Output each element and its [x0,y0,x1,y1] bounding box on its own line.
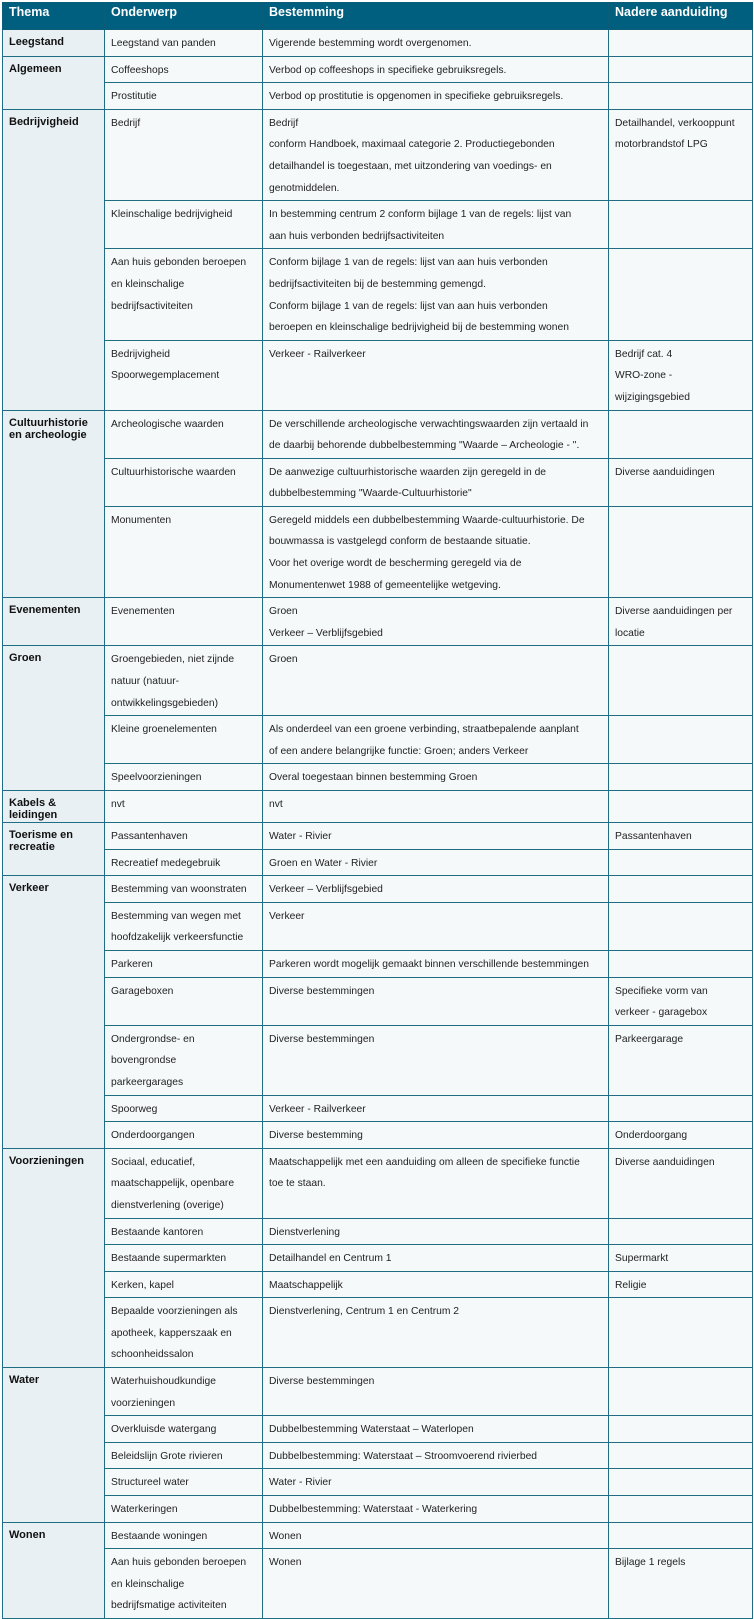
onderwerp-cell [105,1095,263,1122]
bestemming-cell [263,876,609,903]
cell-line: Wonen [269,1557,302,1569]
nadere-aanduiding-cell [609,249,753,340]
cell-line: Bestemming van wegen met [111,910,241,922]
cell-line: Aan huis gebonden beroepen [111,257,247,269]
cell-line: Religie [615,1279,647,1291]
onderwerp-cell [105,823,263,850]
bestemming-cell [263,1522,609,1549]
bestemming-cell [263,1368,609,1416]
onderwerp-cell [105,458,263,506]
cell-line: dienstverlening (overige) [111,1199,224,1211]
nadere-aanduiding-cell [609,1469,753,1496]
nadere-aanduiding-cell [609,1298,753,1368]
cell-line: Bedrijvigheid [111,348,170,360]
bestemming-cell [263,83,609,110]
cell-line: conform Handboek, maximaal categorie 2. Productiegebonden [269,139,555,151]
table-row [3,791,753,823]
cell-line: Diverse aanduidingen [615,466,715,478]
onderwerp-cell [105,1245,263,1272]
cell-line: dubbelbestemming "Waarde-Cultuurhistorie" [269,488,472,500]
cell-line: Kleinschalige bedrijvigheid [111,209,233,221]
nadere-aanduiding-cell [609,791,753,823]
cell-line: Bestaande kantoren [111,1226,204,1238]
onderwerp-cell [105,1442,263,1469]
cell-line: hoofdzakelijk verkeersfunctie [111,932,244,944]
cell-line: Dienstverlening, Centrum 1 en Centrum 2 [269,1306,460,1318]
table-row [3,849,753,876]
nadere-aanduiding-cell [609,876,753,903]
cell-line: bovengrondse [111,1055,177,1067]
cell-line: Diverse bestemming [269,1130,363,1142]
onderwerp-cell [105,109,263,200]
table-row [3,1416,753,1443]
cell-line: locatie [615,627,645,639]
cell-line: Cultuurhistorische waarden [111,466,236,478]
cell-line: Dubbelbestemming: Waterstaat – Stroomvoerend rivierbed [269,1450,538,1462]
table-row [3,340,753,410]
bestemming-cell [263,902,609,950]
nadere-aanduiding-cell [609,977,753,1025]
cell-line: Verbod op coffeeshops in specifieke gebruiksregels. [269,64,507,76]
cell-line: Verkeer [269,910,305,922]
cell-line: Conform bijlage 1 van de regels: lijst van aan huis verbonden [269,300,548,312]
nadere-aanduiding-cell [609,458,753,506]
cell-line: detailhandel is toegestaan, met uitzondering van voedings- en [269,160,552,172]
cell-line: Bepaalde voorzieningen als [111,1306,238,1318]
cell-line: voorzieningen [111,1397,176,1409]
cell-line: beroepen en kleinschalige bedrijvigheid bij de bestemming wonen [269,322,569,334]
cell-line: Evenementen [111,606,175,618]
bestemming-cell [263,1148,609,1218]
cell-line: Passantenhaven [111,831,188,842]
bestemming-cell [263,201,609,249]
cell-line: Groengebieden, niet zijnde [111,654,235,666]
cell-line: Specifieke vorm van [615,985,708,997]
nadere-aanduiding-cell [609,1368,753,1416]
onderwerp-cell [105,977,263,1025]
nadere-aanduiding-cell [609,506,753,597]
cell-line: Groen [269,606,298,618]
table-row [3,764,753,791]
nadere-aanduiding-cell [609,201,753,249]
cell-line: Geregeld middels een dubbelbestemming Waarde-cultuurhistorie. De [269,514,585,526]
bestemming-cell [263,1442,609,1469]
bestemming-cell [263,791,609,823]
cell-line: bedrijfsmatige activiteiten [111,1600,227,1612]
nadere-aanduiding-cell [609,410,753,458]
onderwerp-cell [105,849,263,876]
cell-line: Dienstverlening [269,1226,340,1238]
bestemming-cell [263,823,609,850]
table-row [3,1271,753,1298]
nadere-aanduiding-cell [609,1148,753,1218]
cell-line: maatschappelijk, openbare [111,1178,235,1190]
cell-line: Archeologische waarden [111,418,224,430]
cell-line: Bestemming van woonstraten [111,884,247,896]
cell-line: Water - Rivier [269,831,332,842]
nadere-aanduiding-cell [609,1218,753,1245]
nadere-aanduiding-cell [609,849,753,876]
bestemming-cell [263,1245,609,1272]
header-onderwerp: Onderwerp [105,3,263,30]
cell-line: Dubbelbestemming: Waterstaat - Waterkering [269,1504,478,1516]
cell-line: Groen [269,654,298,666]
table-row [3,1549,753,1619]
header-bestemming: Bestemming [263,3,609,30]
cell-line: toe te staan. [269,1178,326,1190]
onderwerp-cell [105,30,263,57]
bestemming-cell [263,1496,609,1523]
cell-line: bouwmassa is vastgelegd conform de bestaande situatie. [269,536,531,548]
table-row [3,1469,753,1496]
nadere-aanduiding-cell [609,340,753,410]
cell-line: Verkeer – Verblijfsgebied [269,627,383,639]
cell-line: ontwikkelingsgebieden) [111,697,219,709]
bestemming-cell [263,1416,609,1443]
nadere-aanduiding-cell [609,950,753,977]
nadere-aanduiding-cell [609,1522,753,1549]
nadere-aanduiding-cell [609,83,753,110]
cell-line: Voor het overige wordt de bescherming geregeld via de [269,558,522,570]
cell-line: Groen en Water - Rivier [269,857,378,869]
bestemmingen-table-container [0,2,754,1612]
cell-line: In bestemming centrum 2 conform bijlage 1 van de regels: lijst van [269,209,572,221]
cell-line: Diverse aanduidingen [615,1156,715,1168]
cell-line: Spoorweg [111,1103,158,1115]
bestemming-cell [263,764,609,791]
cell-line: Parkeren wordt mogelijk gemaakt binnen verschillende bestemmingen [269,958,589,970]
bestemming-cell [263,950,609,977]
cell-line: Parkeren [111,958,153,970]
thema-cell: Cultuurhistorie en archeologie [3,410,105,598]
cell-line: Bestaande supermarkten [111,1253,227,1265]
onderwerp-cell [105,506,263,597]
thema-cell: Wonen [3,1522,105,1618]
table-row [3,902,753,950]
table-row [3,506,753,597]
onderwerp-cell [105,249,263,340]
cell-line: Diverse bestemmingen [269,1033,375,1045]
nadere-aanduiding-cell [609,646,753,716]
cell-line: verkeer - garagebox [615,1007,708,1019]
cell-line: Bedrijf [111,117,141,129]
bestemming-cell [263,977,609,1025]
table-row [3,56,753,83]
cell-line: en kleinschalige [111,278,185,290]
cell-line: Garageboxen [111,985,174,997]
cell-line: Conform bijlage 1 van de regels: lijst van aan huis verbonden [269,257,548,269]
cell-line: Overal toegestaan binnen bestemming Groen [269,772,478,784]
nadere-aanduiding-cell [609,764,753,791]
nadere-aanduiding-cell [609,30,753,57]
nadere-aanduiding-cell [609,1095,753,1122]
table-row [3,1025,753,1095]
bestemming-cell [263,1549,609,1619]
thema-cell: Water [3,1368,105,1523]
thema-cell: Bedrijvigheid [3,109,105,410]
nadere-aanduiding-cell [609,598,753,646]
onderwerp-cell [105,410,263,458]
bestemming-cell [263,56,609,83]
thema-cell: Toerisme en recreatie [3,823,105,876]
cell-line: Bedrijf [269,117,299,129]
nadere-aanduiding-cell [609,1416,753,1443]
table-row [3,950,753,977]
onderwerp-cell [105,1298,263,1368]
nadere-aanduiding-cell [609,1442,753,1469]
cell-line: Structureel water [111,1477,189,1489]
onderwerp-cell [105,83,263,110]
onderwerp-cell [105,791,263,823]
onderwerp-cell [105,1416,263,1443]
onderwerp-cell [105,902,263,950]
table-row [3,1442,753,1469]
cell-line: Passantenhaven [615,831,692,842]
cell-line: natuur (natuur- [111,676,180,688]
cell-line: Diverse bestemmingen [269,1376,375,1388]
header-thema: Thema [3,3,105,30]
bestemming-cell [263,109,609,200]
cell-line: Verkeer - Railverkeer [269,1103,366,1115]
cell-line: Verkeer - Railverkeer [269,348,366,360]
table-row [3,1245,753,1272]
cell-line: nvt [269,799,283,810]
cell-line: Bestaande woningen [111,1530,208,1542]
table-row [3,30,753,57]
nadere-aanduiding-cell [609,716,753,764]
cell-line: Verbod op prostitutie is opgenomen in specifieke gebruiksregels. [269,91,564,103]
table-row [3,598,753,646]
thema-cell: Voorzieningen [3,1148,105,1367]
cell-line: Vigerende bestemming wordt overgenomen. [269,38,472,49]
table-row [3,1218,753,1245]
onderwerp-cell [105,598,263,646]
bestemming-cell [263,506,609,597]
onderwerp-cell [105,1469,263,1496]
table-row [3,201,753,249]
bestemming-cell [263,1025,609,1095]
cell-line: Coffeeshops [111,64,169,76]
cell-line: en kleinschalige [111,1578,185,1590]
thema-cell: Verkeer [3,876,105,1149]
cell-line: Maatschappelijk [269,1279,343,1291]
nadere-aanduiding-cell [609,1549,753,1619]
cell-line: parkeergarages [111,1076,184,1088]
onderwerp-cell [105,1025,263,1095]
table-header-row [3,3,753,30]
onderwerp-cell [105,876,263,903]
onderwerp-cell [105,1122,263,1149]
onderwerp-cell [105,1522,263,1549]
cell-line: Supermarkt [615,1253,669,1265]
cell-line: bedrijfsactiviteiten [111,300,193,312]
onderwerp-cell [105,1148,263,1218]
thema-cell: Groen [3,646,105,791]
cell-line: Kleine groenelementen [111,724,217,736]
bestemming-cell [263,1122,609,1149]
onderwerp-cell [105,1496,263,1523]
cell-line: Aan huis gebonden beroepen [111,1557,247,1569]
cell-line: Bijlage 1 regels [615,1557,686,1569]
cell-line: Overkluisde watergang [111,1424,217,1436]
bestemmingen-table [2,2,753,1619]
nadere-aanduiding-cell [609,56,753,83]
onderwerp-cell [105,716,263,764]
header-nadere-aanduiding: Nadere aanduiding [609,3,753,30]
cell-line: de daarbij behorende dubbelbestemming "Waarde – Archeologie - ". [269,440,580,452]
table-row [3,109,753,200]
table-row [3,716,753,764]
cell-line: apotheek, kapperszaak en [111,1327,232,1339]
onderwerp-cell [105,340,263,410]
table-row [3,1496,753,1523]
bestemming-cell [263,849,609,876]
onderwerp-cell [105,56,263,83]
cell-line: Sociaal, educatief, [111,1156,196,1168]
bestemming-cell [263,1298,609,1368]
cell-line: De aanwezige cultuurhistorische waarden zijn geregeld in de [269,466,547,478]
cell-line: Speelvoorzieningen [111,772,202,784]
nadere-aanduiding-cell [609,823,753,850]
thema-cell: Leegstand [3,30,105,57]
cell-line: Dubbelbestemming Waterstaat – Waterlopen [269,1424,474,1436]
cell-line: Beleidslijn Grote rivieren [111,1450,223,1462]
bestemming-cell [263,716,609,764]
cell-line: Water - Rivier [269,1477,332,1489]
bestemming-cell [263,410,609,458]
thema-cell: Kabels & leidingen [3,791,105,823]
table-row [3,1148,753,1218]
bestemming-cell [263,458,609,506]
cell-line: Recreatief medegebruik [111,857,221,869]
cell-line: Ondergrondse- en [111,1033,195,1045]
cell-line: Onderdoorgangen [111,1130,195,1142]
cell-line: Diverse bestemmingen [269,985,375,997]
cell-line: genotmiddelen. [269,182,340,194]
nadere-aanduiding-cell [609,1025,753,1095]
cell-line: Kerken, kapel [111,1279,174,1291]
cell-line: Waterkeringen [111,1504,178,1516]
cell-line: WRO-zone - [615,370,673,382]
table-row [3,1522,753,1549]
table-row [3,977,753,1025]
table-row [3,823,753,850]
cell-line: motorbrandstof LPG [615,139,708,151]
cell-line: Verkeer – Verblijfsgebied [269,884,383,896]
cell-line: wijzigingsgebied [615,391,690,403]
table-row [3,1122,753,1149]
table-row [3,1368,753,1416]
thema-cell: Algemeen [3,56,105,109]
bestemming-cell [263,30,609,57]
table-row [3,458,753,506]
cell-line: Detailhandel en Centrum 1 [269,1253,392,1265]
bestemming-cell [263,646,609,716]
onderwerp-cell [105,1549,263,1619]
cell-line: Leegstand van panden [111,38,216,49]
bestemming-cell [263,249,609,340]
onderwerp-cell [105,1218,263,1245]
cell-line: Wonen [269,1530,302,1542]
cell-line: Detailhandel, verkooppunt [615,117,735,129]
nadere-aanduiding-cell [609,1271,753,1298]
cell-line: Prostitutie [111,91,157,103]
cell-line: bedrijfsactiviteiten bij de bestemming gemengd. [269,278,486,290]
bestemming-cell [263,1469,609,1496]
nadere-aanduiding-cell [609,1245,753,1272]
bestemming-cell [263,598,609,646]
onderwerp-cell [105,201,263,249]
table-row [3,1298,753,1368]
table-row [3,646,753,716]
cell-line: De verschillende archeologische verwachtingswaarden zijn vertaald in [269,418,589,430]
cell-line: Spoorwegemplacement [111,370,220,382]
cell-line: Bedrijf cat. 4 [615,348,673,360]
bestemming-cell [263,1095,609,1122]
cell-line: Parkeergarage [615,1033,684,1045]
cell-line: Als onderdeel van een groene verbinding, straatbepalende aanplant [269,724,579,736]
cell-line: Diverse aanduidingen per [615,606,733,618]
onderwerp-cell [105,646,263,716]
cell-line: schoonheidssalon [111,1349,194,1361]
table-row [3,876,753,903]
bestemming-cell [263,1271,609,1298]
cell-line: Monumentenwet 1988 of gemeentelijke wetgeving. [269,579,501,591]
table-row [3,249,753,340]
onderwerp-cell [105,1368,263,1416]
cell-line: of een andere belangrijke functie: Groen; anders Verkeer [269,745,529,757]
nadere-aanduiding-cell [609,1122,753,1149]
table-row [3,410,753,458]
cell-line: Waterhuishoudkundige [111,1376,216,1388]
nadere-aanduiding-cell [609,1496,753,1523]
nadere-aanduiding-cell [609,109,753,200]
cell-line: Maatschappelijk met een aanduiding om alleen de specifieke functie [269,1156,580,1168]
onderwerp-cell [105,764,263,791]
table-row [3,1095,753,1122]
cell-line: Monumenten [111,514,172,526]
onderwerp-cell [105,1271,263,1298]
nadere-aanduiding-cell [609,902,753,950]
bestemming-cell [263,1218,609,1245]
onderwerp-cell [105,950,263,977]
thema-cell: Evenementen [3,598,105,646]
table-body [3,30,753,1619]
cell-line: aan huis verbonden bedrijfsactiviteiten [269,230,445,242]
cell-line: nvt [111,799,125,810]
table-row [3,83,753,110]
bestemming-cell [263,340,609,410]
cell-line: Onderdoorgang [615,1130,688,1142]
